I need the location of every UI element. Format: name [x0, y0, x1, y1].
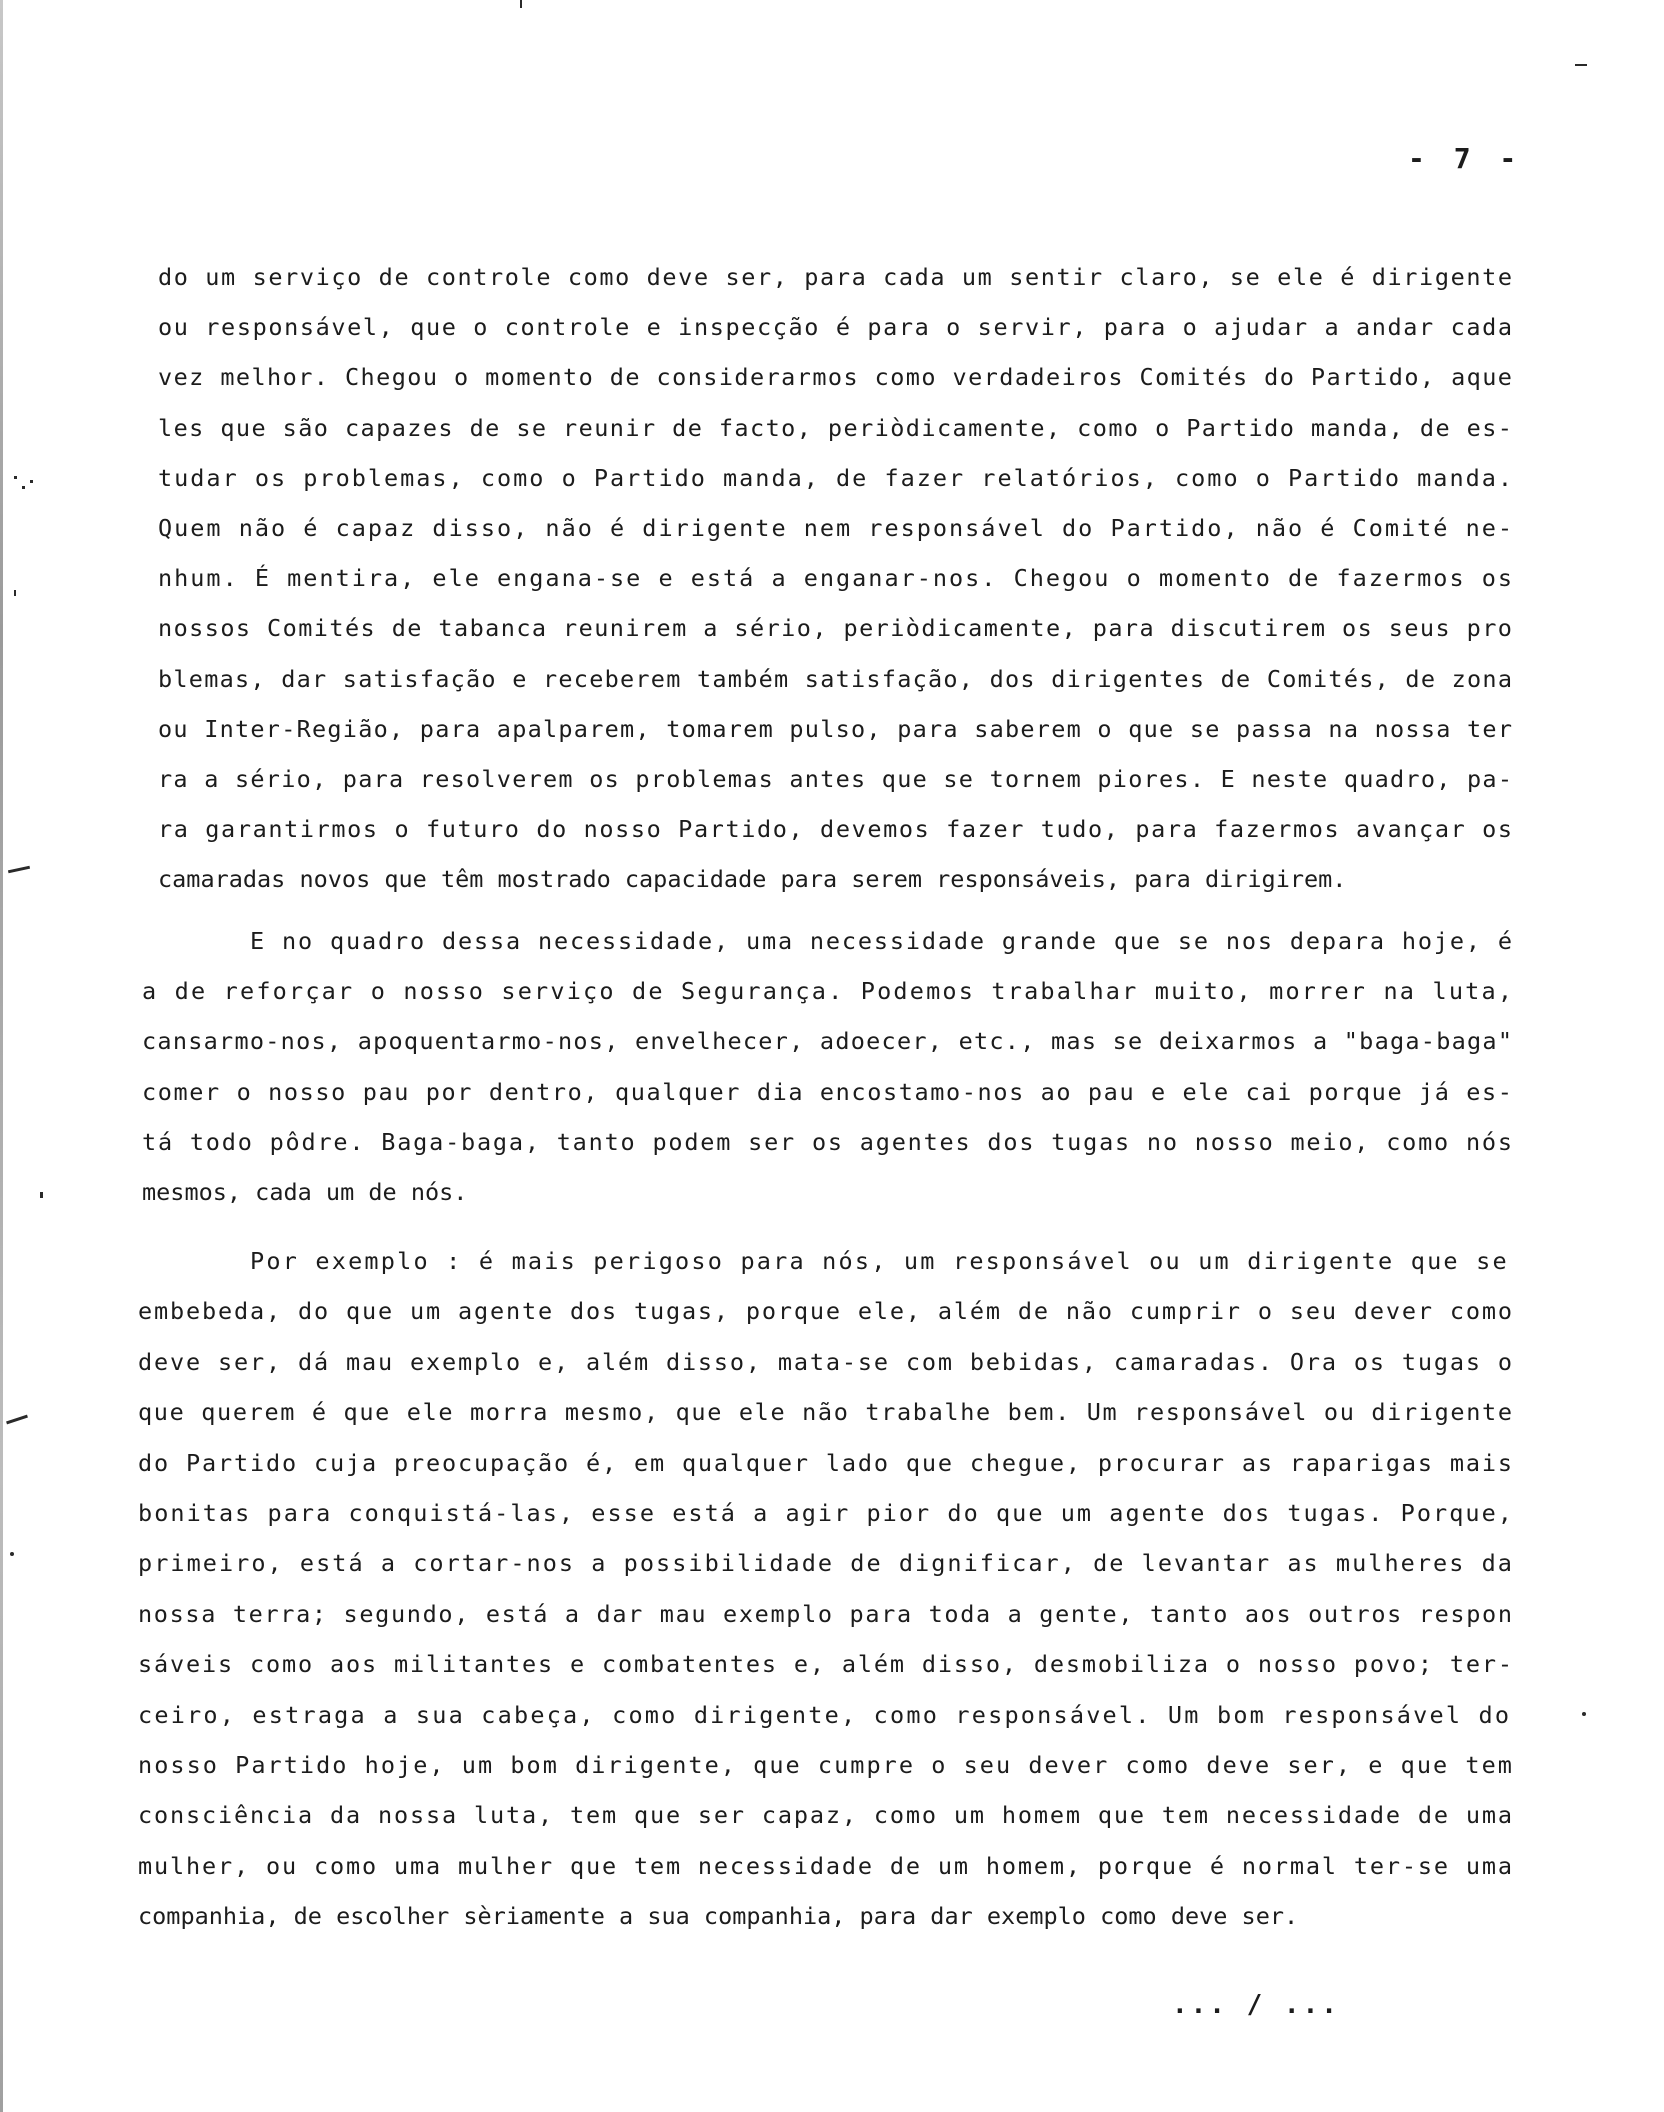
text-line: embebeda, do que um agente dos tugas, porque ele, além de não cumprir o seu dever como [138, 1297, 1514, 1325]
scan-mark [1575, 64, 1587, 66]
scan-mark [14, 476, 17, 479]
text-line: nossa terra; segundo, está a dar mau exemplo para toda a gente, tanto aos outros respon [138, 1600, 1514, 1628]
text-line: deve ser, dá mau exemplo e, além disso, mata-se com bebidas, camaradas. Ora os tugas o [138, 1348, 1514, 1376]
text-line: do Partido cuja preocupação é, em qualquer lado que chegue, procurar as raparigas mais [138, 1449, 1514, 1477]
scan-mark [40, 1192, 43, 1198]
text-line: tá todo pôdre. Baga-baga, tanto podem ser os agentes dos tugas no nosso meio, como nós [142, 1128, 1514, 1156]
text-line: ou responsável, que o controle e inspecção é para o servir, para o ajudar a andar cada [158, 313, 1514, 341]
scan-mark [22, 486, 25, 489]
text-line: Por exemplo : é mais perigoso para nós, um responsável ou um dirigente que se [250, 1247, 1509, 1275]
text-line: consciência da nossa luta, tem que ser capaz, como um homem que tem necessidade de uma [138, 1801, 1514, 1829]
scan-mark [6, 1415, 28, 1425]
page-edge-shadow [0, 0, 3, 2112]
text-line: ceiro, estraga a sua cabeça, como dirigente, como responsável. Um bom responsável do [138, 1701, 1512, 1729]
page-number: - 7 - [1408, 142, 1523, 175]
scan-mark [14, 590, 16, 596]
text-line: ou Inter-Região, para apalparem, tomarem pulso, para saberem o que se passa na nossa ter [158, 715, 1514, 743]
text-line: E no quadro dessa necessidade, uma necessidade grande que se nos depara hoje, é [250, 927, 1514, 955]
text-line: companhia, de escolher sèriamente a sua companhia, para dar exemplo como deve ser. [138, 1902, 1299, 1930]
text-line: Quem não é capaz disso, não é dirigente nem responsável do Partido, não é Comité ne- [158, 514, 1515, 542]
text-line: que querem é que ele morra mesmo, que ele não trabalhe bem. Um responsável ou dirigente [138, 1398, 1514, 1426]
text-line: primeiro, está a cortar-nos a possibilidade de dignificar, de levantar as mulheres da [138, 1549, 1514, 1577]
text-line: a de reforçar o nosso serviço de Segurança. Podemos trabalhar muito, morrer na luta, [142, 977, 1515, 1005]
text-line: nhum. É mentira, ele engana-se e está a enganar-nos. Chegou o momento de fazermos os [158, 564, 1515, 592]
scan-mark [1582, 1712, 1586, 1716]
scan-mark [520, 0, 522, 8]
continuation-mark: ... / ... [1172, 1990, 1340, 2020]
scan-mark [10, 1552, 14, 1556]
text-line: mulher, ou como uma mulher que tem necessidade de um homem, porque é normal ter-se uma [138, 1852, 1514, 1880]
text-line: camaradas novos que têm mostrado capacidade para serem responsáveis, para dirigirem. [158, 865, 1347, 893]
text-line: les que são capazes de se reunir de facto, periòdicamente, como o Partido manda, de es- [158, 414, 1514, 442]
text-line: vez melhor. Chegou o momento de considerarmos como verdadeiros Comités do Partido, aque [158, 363, 1514, 391]
text-line: tudar os problemas, como o Partido manda, de fazer relatórios, como o Partido manda. [158, 464, 1515, 492]
text-line: do um serviço de controle como deve ser, para cada um sentir claro, se ele é dirigente [158, 263, 1514, 291]
text-line: cansarmo-nos, apoquentarmo-nos, envelhecer, adoecer, etc., mas se deixarmos a "baga-baga" [142, 1027, 1514, 1055]
text-line: nossos Comités de tabanca reunirem a sério, periòdicamente, para discutirem os seus pro [158, 614, 1514, 642]
text-line: comer o nosso pau por dentro, qualquer dia encostamo-nos ao pau e ele cai porque já es- [142, 1078, 1514, 1106]
text-line: ra a sério, para resolverem os problemas antes que se tornem piores. E neste quadro, pa- [158, 765, 1514, 793]
text-line: bonitas para conquistá-las, esse está a agir pior do que um agente dos tugas. Porque, [138, 1499, 1514, 1527]
text-line: nosso Partido hoje, um bom dirigente, que cumpre o seu dever como deve ser, e que tem [138, 1751, 1514, 1779]
text-line: mesmos, cada um de nós. [142, 1178, 468, 1206]
text-line: sáveis como aos militantes e combatentes e, além disso, desmobiliza o nosso povo; ter- [138, 1650, 1514, 1678]
text-line: ra garantirmos o futuro do nosso Partido, devemos fazer tudo, para fazermos avançar os [158, 815, 1514, 843]
text-line: blemas, dar satisfação e receberem também satisfação, dos dirigentes de Comités, de zona [158, 665, 1514, 693]
scan-mark [30, 480, 33, 483]
scan-mark [8, 866, 30, 874]
